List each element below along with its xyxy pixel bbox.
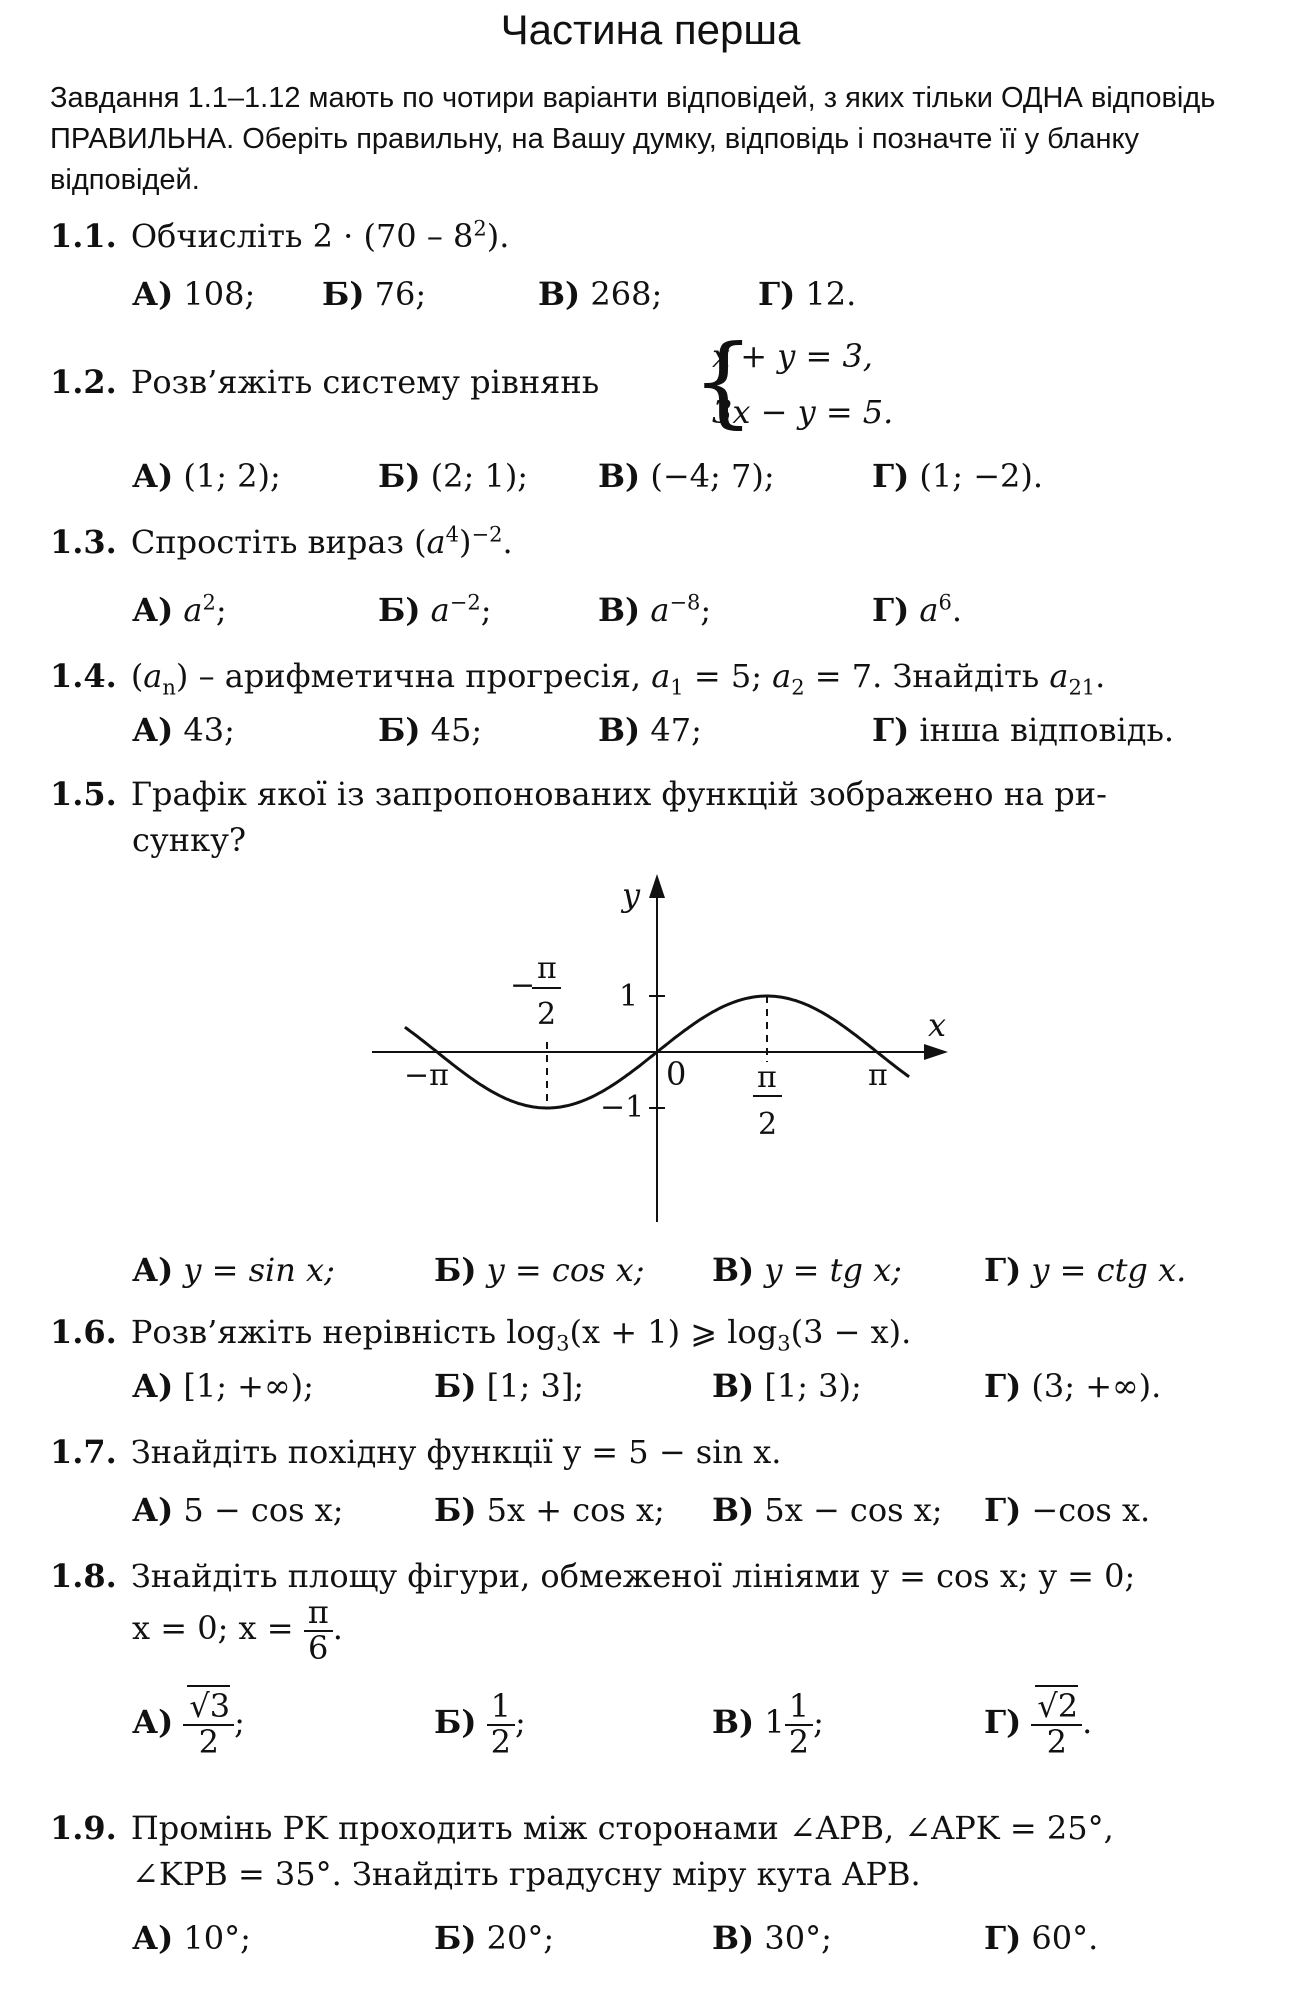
y-axis-arrow [649, 874, 665, 898]
option-a[interactable]: А) 5 − cos x; [132, 1491, 344, 1529]
page-title: Частина перша [500, 6, 801, 53]
question-1-9: 1.9. Промінь PK проходить між сторонами ∠APB, ∠APK = 25°, [50, 1809, 1114, 1847]
option-b[interactable]: Б) 76; [322, 275, 427, 313]
question-1-5: 1.5. Графік якої із запропонованих функцій зображено на ри- [50, 775, 1107, 813]
option-v[interactable]: В) y = tg x; [712, 1251, 902, 1289]
option-b[interactable]: Б) $a^{-2}$; [378, 590, 492, 629]
question-1-8: 1.8. Знайдіть площу фігури, обмеженої лініями y = cos x; y = 0; [50, 1557, 1136, 1595]
option-v[interactable]: В) (−4; 7); [598, 457, 775, 495]
question-1-6: 1.6. Розв’яжіть нерівність $\log_3(x + 1)$ ⩾ $\log_3(3 - x)$. [50, 1313, 912, 1356]
question-1-8-continuation: x = 0; x = $\frac{\pi}{6}$ . [132, 1593, 343, 1667]
option-b[interactable]: Б) 5x + cos x; [434, 1491, 665, 1529]
origin-label: 0 [666, 1055, 687, 1093]
option-g[interactable]: Г) інша відповідь. [872, 711, 1175, 749]
x-axis-arrow [924, 1044, 948, 1060]
option-g[interactable]: Г) 12. [758, 275, 857, 313]
question-prompt: Обчисліть 2 · (70 – 8 [130, 217, 474, 255]
option-a[interactable]: А) [1; +∞); [132, 1367, 314, 1405]
option-g[interactable]: Г) −cos x. [984, 1491, 1151, 1529]
system-brace: { [692, 325, 755, 439]
question-number: 1.6. [50, 1313, 117, 1351]
option-v[interactable]: В) 1 $\frac{1}{2}$ ; [712, 1687, 824, 1761]
option-g[interactable]: Г) $a^6$. [872, 590, 963, 629]
tick-label-pi: π [868, 1058, 888, 1093]
option-a[interactable]: А) 43; [132, 711, 235, 749]
question-number: 1.3. [50, 523, 117, 561]
tick-label-1: 1 [619, 979, 639, 1014]
option-a[interactable]: А) y = sin x; [132, 1251, 335, 1289]
tick-label-neg-1: −1 [600, 1090, 645, 1125]
question-1-5-continuation: сунку? [132, 821, 247, 859]
option-a[interactable]: А) (1; 2); [132, 457, 281, 495]
tick-label-neg-pi: −π [404, 1058, 449, 1093]
question-number: 1.2. [50, 363, 117, 401]
option-v[interactable]: В) 47; [598, 711, 702, 749]
tick-label-pi-half-den: 2 [758, 1107, 778, 1142]
system-equation-1: x + y = 3, [712, 337, 873, 375]
option-g[interactable]: Г) (1; −2). [872, 457, 1044, 495]
option-g[interactable]: Г) y = ctg x. [984, 1251, 1187, 1289]
option-a[interactable]: А) 10°; [132, 1919, 251, 1957]
option-a[interactable]: А) 108; [132, 275, 256, 313]
option-v[interactable]: В) $a^{-8}$; [598, 590, 712, 629]
question-number: 1.8. [50, 1557, 117, 1595]
x-axis-label: x [928, 1006, 947, 1044]
option-a[interactable]: А) $\frac{√3}{2}$ ; [132, 1687, 245, 1761]
system-equation-2: 3x − y = 5. [712, 393, 894, 431]
question-number: 1.4. [50, 657, 117, 695]
question-1-9-continuation: ∠KPB = 35°. Знайдіть градусну міру кута APB. [132, 1855, 921, 1893]
option-b[interactable]: Б) [1; 3]; [434, 1367, 585, 1405]
question-1-1: 1.1. Обчисліть $2 \cdot (70 - 8^2)$. [50, 216, 510, 255]
instructions-text: Завдання 1.1–1.12 мають по чотири варіанти відповідей, з яких тільки ОДНА відповідь ПРАВИЛЬНА. Оберіть правильну, на Вашу думку, відповідь і позначте її у бланку відповідей. [50, 82, 1216, 196]
option-b[interactable]: Б) y = cos x; [434, 1251, 645, 1289]
y-axis-label: y [622, 876, 641, 914]
question-number: 1.1. [50, 217, 117, 255]
tick-label-neg-pi-half-sign: − [510, 968, 536, 1003]
option-g[interactable]: Г) (3; +∞). [984, 1367, 1162, 1405]
option-b[interactable]: Б) 45; [378, 711, 483, 749]
option-g[interactable]: Г) $\frac{√2}{2}$ . [984, 1687, 1093, 1761]
question-prompt: Розв’яжіть систему рівнянь [130, 363, 600, 401]
option-v[interactable]: В) 268; [538, 275, 663, 313]
question-1-3: 1.3. Спростіть вираз $(a^4)^{-2}$. [50, 522, 513, 561]
option-b[interactable]: Б) $\frac{1}{2}$ ; [434, 1687, 526, 1761]
question-number: 1.9. [50, 1809, 117, 1847]
tick-label-neg-pi-half-num: π [537, 951, 557, 986]
question-number: 1.5. [50, 775, 117, 813]
question-1-4: 1.4. $(a_n)$ – арифметична прогресія, $a_1 = 5$; $a_2 = 7$. Знайдіть $a_{21}$. [50, 657, 1106, 700]
option-v[interactable]: В) [1; 3); [712, 1367, 862, 1405]
tick-label-neg-pi-half-den: 2 [537, 997, 557, 1032]
option-b[interactable]: Б) (2; 1); [378, 457, 529, 495]
tick-label-pi-half-num: π [757, 1060, 777, 1095]
option-g[interactable]: Г) 60°. [984, 1919, 1099, 1957]
option-a[interactable]: А) $a^2$; [132, 590, 227, 629]
option-b[interactable]: Б) 20°; [434, 1919, 555, 1957]
question-1-7: 1.7. Знайдіть похідну функції y = 5 − sin x. [50, 1433, 782, 1471]
question-number: 1.7. [50, 1433, 117, 1471]
option-v[interactable]: В) 5x − cos x; [712, 1491, 943, 1529]
option-v[interactable]: В) 30°; [712, 1919, 832, 1957]
